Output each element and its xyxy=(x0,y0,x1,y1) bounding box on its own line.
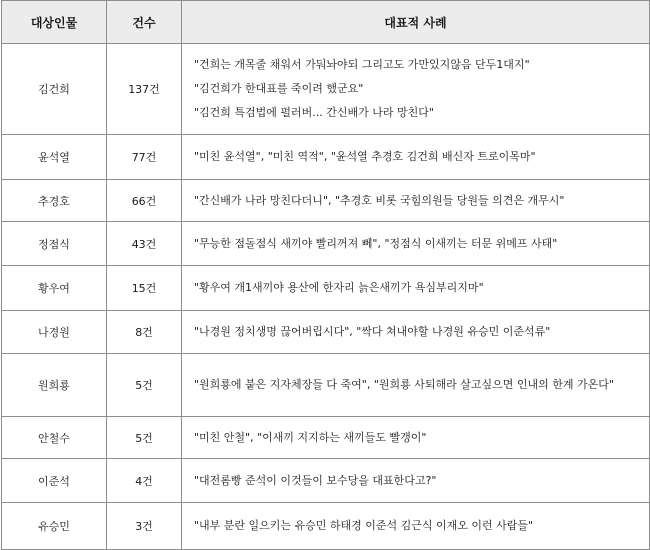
header-example: 대표적 사례 xyxy=(182,1,650,44)
example-quote: "건희는 개목줄 채워서 가둬놔야되 그리고도 가만있지않음 단두1대지" xyxy=(194,58,530,71)
target-name: 이준석 xyxy=(2,459,107,503)
table-row xyxy=(2,354,650,417)
table-row xyxy=(2,459,650,503)
table-row xyxy=(2,44,650,135)
target-name: 안철수 xyxy=(2,417,107,459)
example-cell xyxy=(182,135,650,180)
example-quote: "미친 안철", "이새끼 지지하는 새끼들도 빨갱이" xyxy=(194,430,427,444)
table-row xyxy=(2,222,650,266)
example-quote: "나경원 정치생명 끊어버립시다", "싹다 쳐내야할 나경원 유승민 이준석류" xyxy=(194,325,551,338)
example-quote: "김건희 특검법에 펄러버... 간신배가 나라 망친다" xyxy=(194,106,434,119)
example-cell xyxy=(182,459,650,503)
example-cell xyxy=(182,44,650,135)
case-count: 43건 xyxy=(107,222,182,266)
table-row xyxy=(2,503,650,550)
header-count: 건수 xyxy=(107,1,182,44)
example-quote: "내부 분란 일으키는 유승민 하태경 이준석 김근식 이재오 이런 사람들" xyxy=(194,519,534,532)
target-name: 원희룡 xyxy=(2,354,107,417)
example-cell xyxy=(182,311,650,354)
case-count: 15건 xyxy=(107,266,182,311)
example-quote: "간신배가 나라 망친다더니", "추경호 비롯 국힘의원들 당원들 의견은 개무시" xyxy=(194,193,565,207)
example-quote: "원희룡에 붙은 지자체장들 다 죽여", "원희룡 사퇴해라 살고싶으면 인내의 한계 가온다" xyxy=(194,378,614,391)
example-quote: "무능한 점돌점식 새끼야 빨리꺼져 뻬", "정점식 이새끼는 터문 위메프 사태" xyxy=(194,236,558,250)
example-quote: "김건희가 한대표를 죽이려 했군요" xyxy=(194,82,364,95)
target-name: 김건희 xyxy=(2,44,107,135)
case-count: 77건 xyxy=(107,135,182,180)
example-quote: "대전롬빵 준석이 이것들이 보수당을 대표한다고?" xyxy=(194,473,437,487)
case-count: 5건 xyxy=(107,417,182,459)
table-row xyxy=(2,417,650,459)
example-cell xyxy=(182,180,650,222)
case-count: 5건 xyxy=(107,354,182,417)
example-quote: "미친 윤석열", "미친 역적", "윤석열 추경호 김건희 배신자 트로이목마" xyxy=(194,150,536,163)
target-name: 정점식 xyxy=(2,222,107,266)
target-name: 윤석열 xyxy=(2,135,107,180)
case-count: 3건 xyxy=(107,503,182,550)
table-row xyxy=(2,180,650,222)
case-count: 8건 xyxy=(107,311,182,354)
example-cell xyxy=(182,222,650,266)
target-name: 추경호 xyxy=(2,180,107,222)
example-cell xyxy=(182,503,650,550)
case-count: 4건 xyxy=(107,459,182,503)
case-count: 137건 xyxy=(107,44,182,135)
target-name: 유승민 xyxy=(2,503,107,550)
table-body xyxy=(2,44,650,550)
example-cell xyxy=(182,354,650,417)
case-count: 66건 xyxy=(107,180,182,222)
target-name: 나경원 xyxy=(2,311,107,354)
table-row xyxy=(2,311,650,354)
header-row xyxy=(2,1,650,44)
target-name: 황우여 xyxy=(2,266,107,311)
example-cell xyxy=(182,417,650,459)
header-target: 대상인물 xyxy=(2,1,107,44)
example-quote: "황우여 개1새끼야 용산에 한자리 늙은새끼가 욕심부리지마" xyxy=(194,281,484,294)
example-cell xyxy=(182,266,650,311)
table-row xyxy=(2,135,650,180)
comment-table xyxy=(1,0,650,550)
table-row xyxy=(2,266,650,311)
